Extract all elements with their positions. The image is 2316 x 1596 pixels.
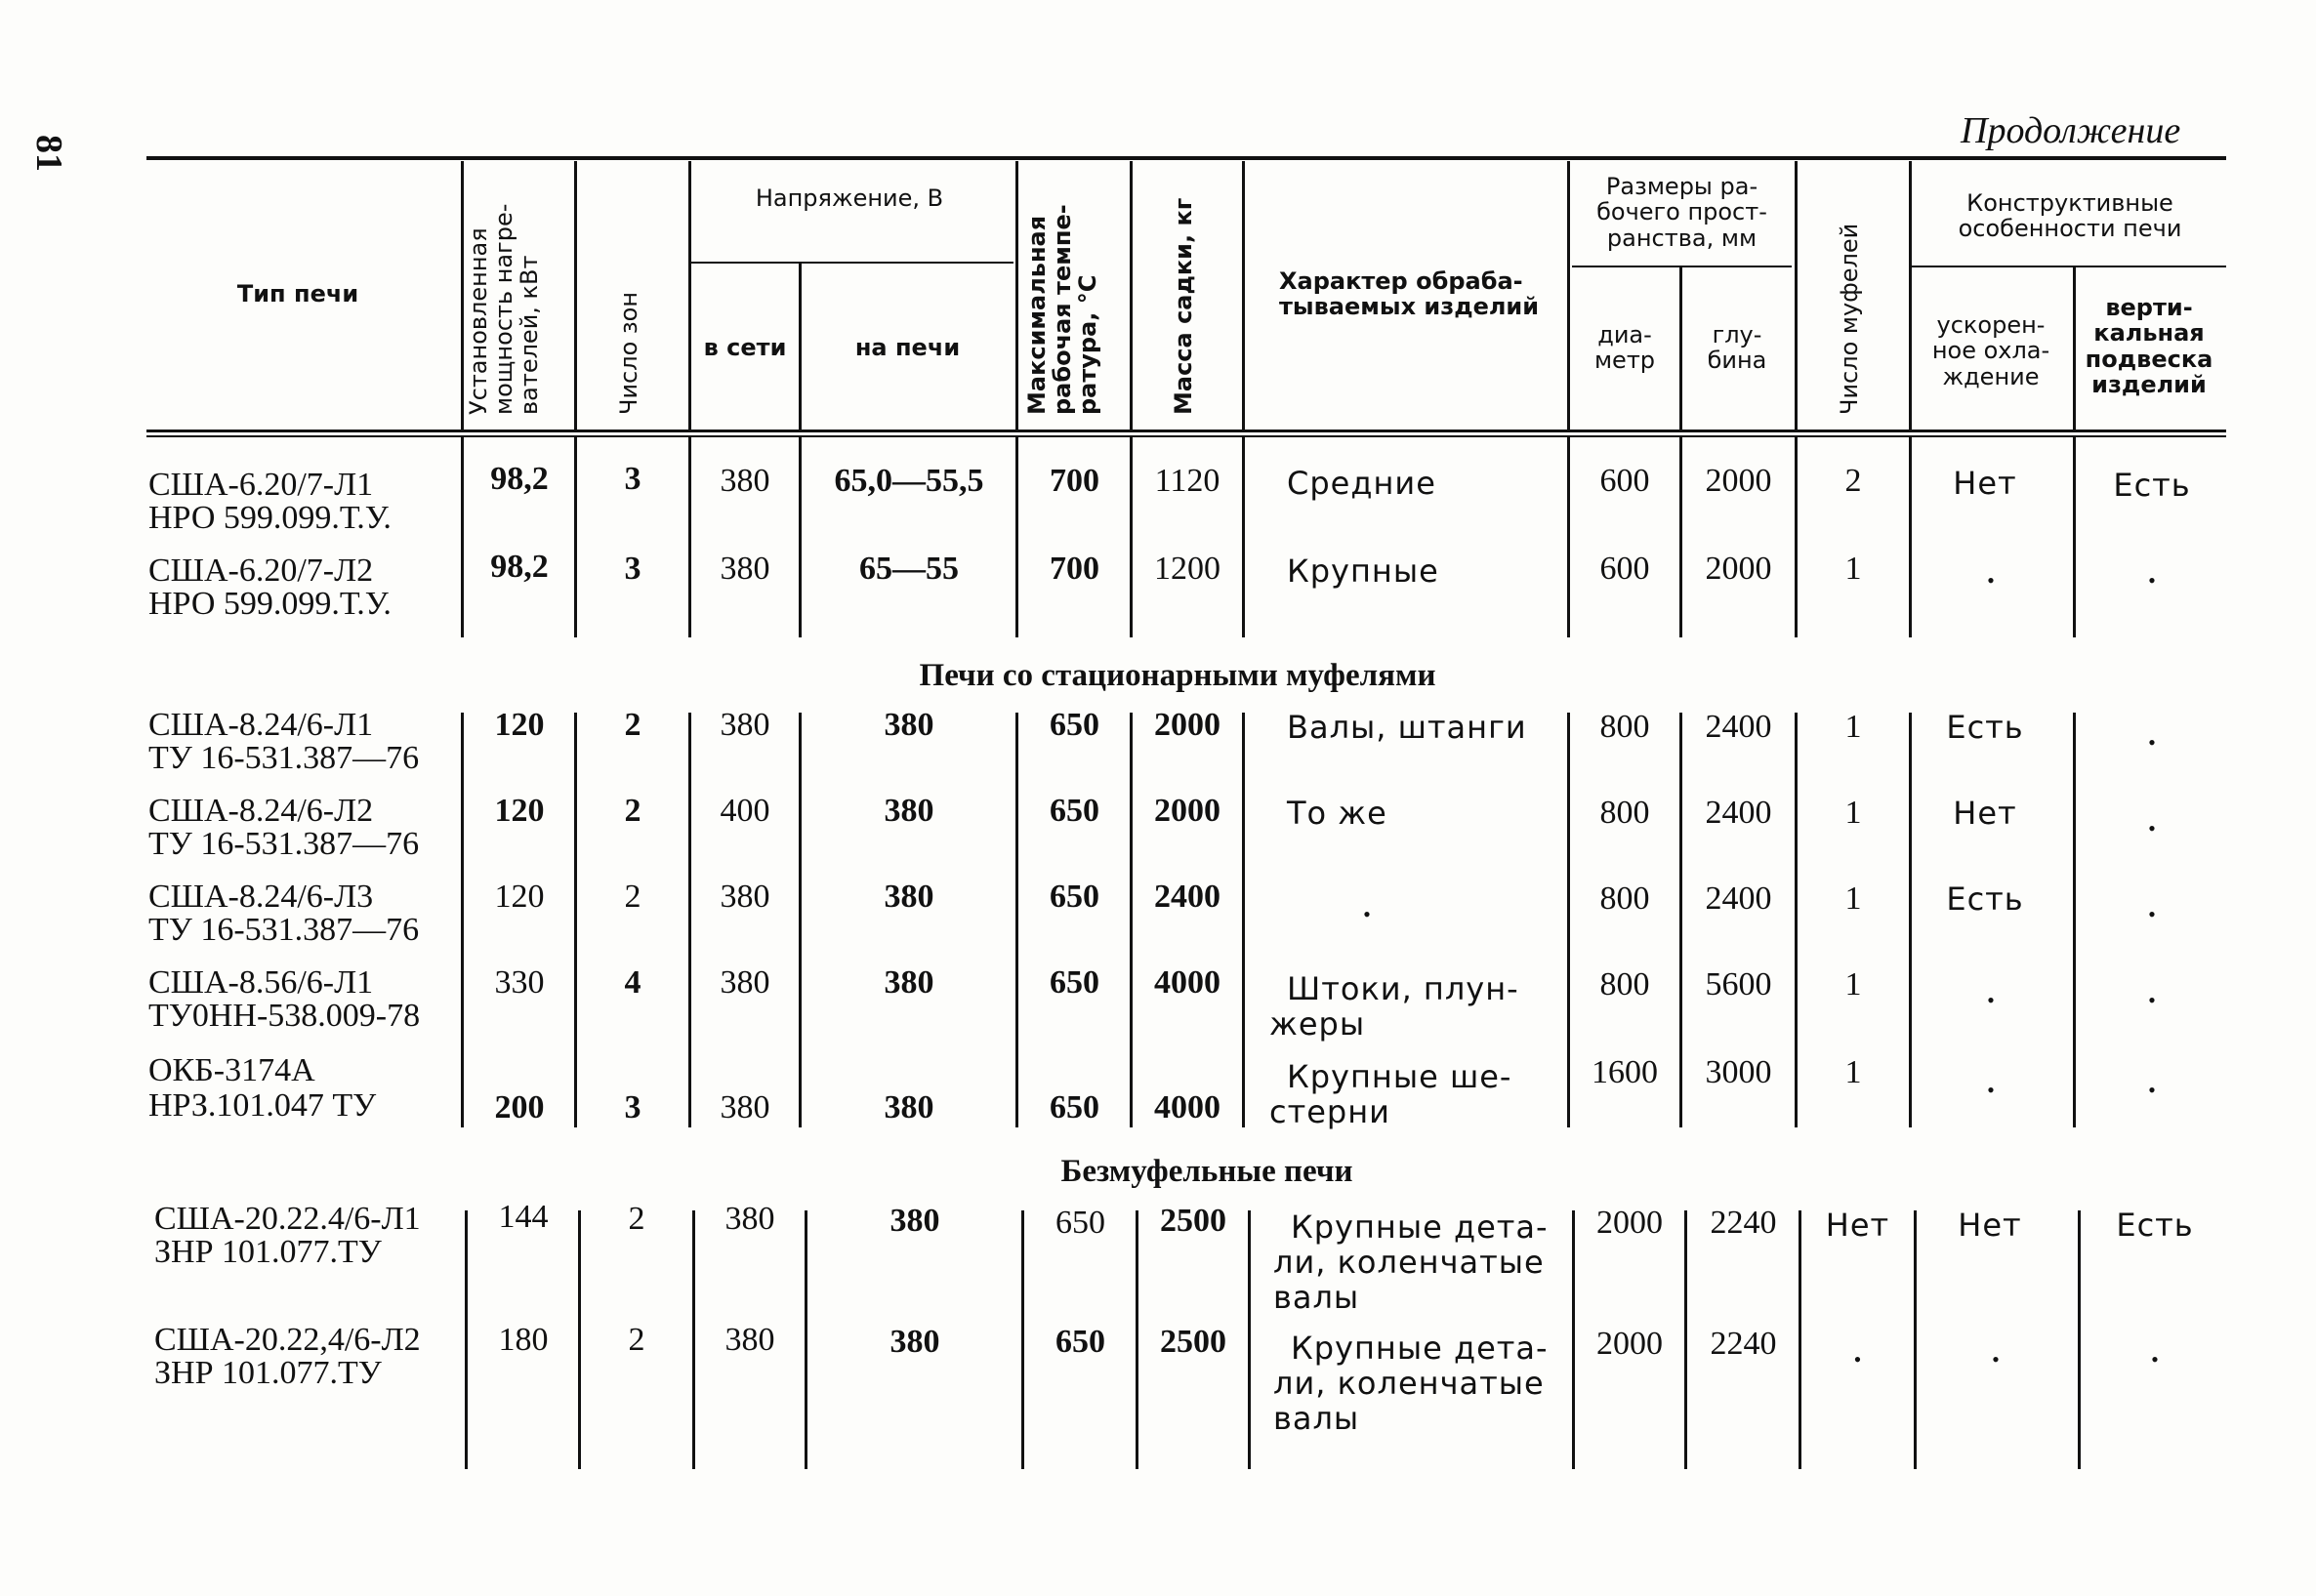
table-row-5-fast-cooling: • (1987, 988, 1995, 1012)
table-row-2-voltage-net: 380 (720, 707, 770, 743)
header-voltage: Напряжение, В (755, 184, 944, 212)
table-row-2-depth: 2400 (1705, 709, 1772, 745)
table-row-0-type: США-6.20/7-Л1 (148, 467, 374, 503)
table-row-6-fast-cooling: • (1987, 1078, 1995, 1102)
table-row-1-type: США-6.20/7-Л2 (148, 552, 374, 589)
hdr-vline (1015, 161, 1018, 430)
table-row-3-power: 120 (494, 793, 545, 829)
table-row-0-muffles: 2 (1844, 463, 1862, 499)
table-row-8-depth: 2240 (1710, 1326, 1777, 1362)
hdr-vline (461, 161, 464, 430)
body-vline (688, 713, 691, 1127)
table-row-5-power: 330 (494, 964, 545, 1001)
table-row-6-power: 200 (494, 1089, 545, 1125)
table-row-8-type-spec: ЗНР 101.077.ТУ (154, 1355, 382, 1391)
table-row-3-type: США-8.24/6-Л2 (148, 793, 374, 829)
table-row-3-voltage-net: 400 (720, 793, 770, 829)
table-row-6-character: Крупные ше- (1287, 1058, 1512, 1095)
voltage-subrule (691, 262, 1013, 264)
table-row-7-temp: 650 (1055, 1205, 1105, 1241)
body-vline (574, 713, 577, 1127)
table-row-1-vertical: • (2148, 568, 2156, 593)
table-row-6-depth: 3000 (1705, 1054, 1772, 1090)
table-row-4-voltage-net: 380 (720, 879, 770, 915)
table-row-8-fast-cooling: • (1992, 1347, 2000, 1371)
table-row-4-type-spec: ТУ 16-531.387—76 (148, 912, 420, 948)
table-row-7-depth: 2240 (1710, 1205, 1777, 1241)
table-row-5-depth: 5600 (1705, 966, 1772, 1003)
table-row-8-voltage-furnace: 380 (889, 1324, 940, 1360)
table-row-7-type: США-20.22.4/6-Л1 (154, 1201, 421, 1237)
table-row-4-diameter: 800 (1599, 880, 1650, 917)
header-workspace: Размеры ра- бочего прост- ранства, мм (1596, 173, 1767, 252)
table-row-1-zones: 3 (624, 551, 641, 587)
table-row-8-zones: 2 (628, 1322, 645, 1358)
table-row-8-diameter: 2000 (1596, 1326, 1663, 1362)
hdr-vline (1567, 161, 1570, 430)
header-type: Тип печи (236, 280, 359, 307)
table-row-6-type-spec: НРЗ.101.047 ТУ (148, 1087, 377, 1124)
top-rule (146, 156, 2226, 160)
table-row-4-power: 120 (494, 879, 545, 915)
table-row-3-zones: 2 (624, 793, 641, 829)
table-row-1-power: 98,2 (490, 549, 549, 585)
table-row-0-voltage-net: 380 (720, 463, 770, 499)
hdr-vline (574, 161, 577, 430)
body-vline (1242, 713, 1245, 1127)
table-row-3-muffles: 1 (1844, 795, 1862, 831)
table-row-1-fast-cooling: • (1987, 568, 1995, 593)
table-row-8-mass: 2500 (1160, 1324, 1226, 1360)
table-row-3-fast-cooling: Нет (1953, 795, 2017, 832)
table-row-5-character-cont: жеры (1269, 1005, 1366, 1043)
body-vline (1015, 713, 1018, 1127)
body-vline (1248, 1210, 1251, 1469)
table-row-6-muffles: 1 (1844, 1054, 1862, 1090)
table-row-4-type: США-8.24/6-Л3 (148, 879, 374, 915)
hdr-vline (799, 264, 802, 430)
table-row-0-zones: 3 (624, 461, 641, 497)
table-row-4-mass: 2400 (1154, 879, 1220, 915)
hdr-vline (1130, 161, 1133, 430)
table-row-7-diameter: 2000 (1596, 1205, 1663, 1241)
table-row-0-voltage-furnace: 65,0—55,5 (834, 463, 984, 499)
table-row-2-character: Валы, штанги (1287, 709, 1527, 746)
table-row-1-muffles: 1 (1844, 551, 1862, 587)
table-row-2-muffles: 1 (1844, 709, 1862, 745)
table-row-7-voltage-net: 380 (724, 1201, 775, 1237)
table-row-1-type-spec: НРО 599.099.Т.У. (148, 586, 392, 622)
table-row-2-diameter: 800 (1599, 709, 1650, 745)
table-row-7-fast-cooling: Нет (1958, 1207, 2022, 1244)
table-row-8-character: Крупные дета- (1291, 1330, 1549, 1367)
table-row-3-mass: 2000 (1154, 793, 1220, 829)
table-row-8-character-cont2: валы (1273, 1400, 1360, 1437)
table-row-7-type-spec: ЗНР 101.077.ТУ (154, 1234, 382, 1270)
table-row-2-power: 120 (494, 707, 545, 743)
table-row-6-character-cont: стерни (1269, 1093, 1390, 1130)
continuation-label: Продолжение (1961, 110, 2181, 151)
table-row-6-mass: 4000 (1154, 1089, 1220, 1125)
hdr-vline (1242, 161, 1245, 430)
table-row-6-zones: 3 (624, 1089, 641, 1125)
table-row-1-temp: 700 (1050, 551, 1099, 587)
table-row-3-temp: 650 (1050, 793, 1099, 829)
table-row-6-voltage-net: 380 (720, 1089, 770, 1125)
table-row-2-vertical: • (2148, 730, 2156, 755)
table-row-0-mass: 1120 (1154, 463, 1220, 499)
table-row-5-diameter: 800 (1599, 966, 1650, 1003)
table-row-7-vertical: Есть (2116, 1207, 2194, 1244)
header-power: Установленная мощность нагре- вателей, кВт (465, 203, 543, 415)
body-vline (799, 437, 802, 637)
header-bottom-rule (146, 430, 2226, 432)
table-row-4-depth: 2400 (1705, 880, 1772, 917)
body-vline (461, 713, 464, 1127)
table-row-7-voltage-furnace: 380 (889, 1203, 940, 1239)
table-row-5-zones: 4 (624, 964, 641, 1001)
body-vline (574, 437, 577, 637)
table-row-5-type-spec: ТУ0НН-538.009-78 (148, 998, 421, 1034)
header-design: Конструктивные особенности печи (1958, 189, 2182, 243)
table-row-6-vertical: • (2148, 1078, 2156, 1102)
table-row-5-type: США-8.56/6-Л1 (148, 964, 374, 1001)
table-row-5-voltage-net: 380 (720, 964, 770, 1001)
table-row-6-voltage-furnace: 380 (884, 1089, 934, 1125)
table-row-2-type: США-8.24/6-Л1 (148, 707, 374, 743)
table-row-4-temp: 650 (1050, 879, 1099, 915)
header-character: Характер обраба- тываемых изделий (1279, 267, 1540, 321)
header-bottom-rule-2 (146, 435, 2226, 437)
table-row-7-muffles: Нет (1825, 1207, 1890, 1244)
header-voltage-net: в сети (703, 334, 787, 361)
body-vline (799, 713, 802, 1127)
header-mass: Масса садки, кг (1170, 197, 1197, 415)
hdr-vline (688, 161, 691, 430)
table-row-2-mass: 2000 (1154, 707, 1220, 743)
table-row-2-voltage-furnace: 380 (884, 707, 934, 743)
table-row-3-depth: 2400 (1705, 795, 1772, 831)
table-row-5-character: Штоки, плун- (1287, 970, 1519, 1007)
table-row-4-character: • (1363, 902, 1371, 926)
header-zones: Число зон (615, 291, 642, 415)
table-row-4-muffles: 1 (1844, 880, 1862, 917)
table-row-0-type-spec: НРО 599.099.Т.У. (148, 500, 392, 536)
table-row-8-vertical: • (2151, 1347, 2159, 1371)
body-vline (1909, 713, 1912, 1127)
table-row-0-vertical: Есть (2113, 467, 2191, 504)
table-row-7-mass: 2500 (1160, 1203, 1226, 1239)
table-row-5-voltage-furnace: 380 (884, 964, 934, 1001)
body-vline (1242, 437, 1245, 637)
table-row-7-character-cont: ли, коленчатые (1273, 1244, 1545, 1281)
page-number: 81 (28, 135, 69, 172)
table-row-3-voltage-furnace: 380 (884, 793, 934, 829)
body-vline (1015, 437, 1018, 637)
table-row-2-zones: 2 (624, 707, 641, 743)
table-row-8-power: 180 (498, 1322, 549, 1358)
table-row-3-type-spec: ТУ 16-531.387—76 (148, 826, 420, 862)
table-row-1-mass: 1200 (1154, 551, 1220, 587)
table-row-7-zones: 2 (628, 1201, 645, 1237)
table-row-0-diameter: 600 (1599, 463, 1650, 499)
table-row-7-character-cont2: валы (1273, 1279, 1360, 1316)
hdr-vline (1795, 161, 1798, 430)
table-row-0-fast-cooling: Нет (1953, 465, 2017, 502)
table-row-3-diameter: 800 (1599, 795, 1650, 831)
header-diameter: диа- метр (1593, 321, 1656, 375)
table-row-6-diameter: 1600 (1592, 1054, 1658, 1090)
table-row-1-character: Крупные (1287, 552, 1439, 590)
body-vline (2078, 1210, 2081, 1469)
table-row-1-voltage-net: 380 (720, 551, 770, 587)
design-subrule (1912, 266, 2226, 267)
table-row-1-depth: 2000 (1705, 551, 1772, 587)
section-stationary-muffles: Печи со стационарными муфелями (919, 658, 1436, 693)
body-vline (465, 1210, 468, 1469)
body-vline (805, 1210, 807, 1469)
table-row-0-temp: 700 (1050, 463, 1099, 499)
header-max-temp: Максимальная рабочая темпе- ратура, °С (1023, 204, 1101, 415)
table-row-4-fast-cooling: Есть (1946, 880, 2024, 918)
table-row-2-temp: 650 (1050, 707, 1099, 743)
table-row-0-character: Средние (1287, 465, 1436, 502)
table-row-7-character: Крупные дета- (1291, 1208, 1549, 1246)
table-row-2-fast-cooling: Есть (1946, 709, 2024, 746)
table-row-4-zones: 2 (624, 879, 641, 915)
table-row-6-temp: 650 (1050, 1089, 1099, 1125)
header-vertical: верти- кальная подвеска изделий (2085, 294, 2213, 399)
header-muffles: Число муфелей (1836, 223, 1863, 415)
table-row-0-depth: 2000 (1705, 463, 1772, 499)
table-row-8-character-cont: ли, коленчатые (1273, 1365, 1545, 1402)
table-row-8-voltage-net: 380 (724, 1322, 775, 1358)
body-vline (1021, 1210, 1024, 1469)
table-row-1-diameter: 600 (1599, 551, 1650, 587)
table-row-0-power: 98,2 (490, 461, 549, 497)
table-row-5-temp: 650 (1050, 964, 1099, 1001)
table-row-7-power: 144 (498, 1199, 549, 1235)
table-row-1-voltage-furnace: 65—55 (859, 551, 959, 587)
section-muffleless: Безмуфельные печи (1060, 1154, 1353, 1189)
body-vline (1914, 1210, 1917, 1469)
table-row-5-vertical: • (2148, 988, 2156, 1012)
table-row-3-character: То же (1287, 795, 1387, 832)
table-row-8-muffles: • (1853, 1347, 1862, 1371)
table-row-3-vertical: • (2148, 816, 2156, 840)
table-row-4-vertical: • (2148, 902, 2156, 926)
table-row-8-type: США-20.22,4/6-Л2 (154, 1322, 421, 1358)
table-row-2-type-spec: ТУ 16-531.387—76 (148, 740, 420, 776)
table-row-5-mass: 4000 (1154, 964, 1220, 1001)
header-fast-cooling: ускорен- ное охла- ждение (1931, 311, 2050, 390)
body-vline (578, 1210, 581, 1469)
table-row-6-type: ОКБ-3174А (148, 1052, 315, 1088)
body-vline (1130, 713, 1133, 1127)
table-row-8-temp: 650 (1055, 1324, 1105, 1360)
header-voltage-furnace: на печи (854, 334, 961, 361)
body-vline (461, 437, 464, 637)
header-depth: глу- бина (1707, 321, 1767, 375)
table-row-5-muffles: 1 (1844, 966, 1862, 1003)
table-row-4-voltage-furnace: 380 (884, 879, 934, 915)
